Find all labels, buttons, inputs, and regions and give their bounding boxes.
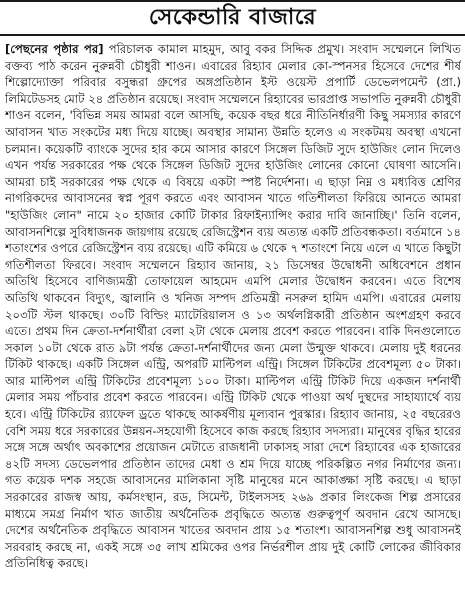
headline-box (0, 0, 465, 36)
continued-from-previous-page-label: [পেছনের পৃষ্ঠার পর] (5, 42, 104, 56)
article-paragraph: পরিচালক কামাল মাহমুদ, আবু বকর সিদ্দিক প্রমুখ। সংবাদ সম্মেলনে লিখিত বক্তব্য পাঠ করেন নুরুন্নবী চৌধুরী শাওন। এবারের রিহ্যাব মেলার কো-স্পনসর হিসেবে দেশের শীর্ষ শিল্পোদ্যোক্তা পরিবার বসুন্ধরা গ্রুপের অঙ্গপ্রতিষ্ঠান ইস্ট ওয়েস্ট প্রপার্টি ডেভেলপমেন্ট (প্রা.) লিমিটেডসহ মোট ২৪ প্রতিষ্ঠান রয়েছে। সংবাদ সম্মেলনে রিহ্যাবের ভারপ্রাপ্ত সভাপতি নুরুন্নবী চৌধুরী শাওন বলেন, 'বিভিন্ন সময় আমরা বলে আসছি, কয়েক বছর ধরে নীতিনির্ধারণী কিছু সমস্যার কারণে আবাসন খাত সংকটের মধ্য দিয়ে যাচ্ছে। অবস্থার সামান্য উন্নতি হলেও এ সংকটময় অবস্থা এখনো চলমান। কয়েকটি ব্যাংকে সুদের হার কমে আসার কারণে সিঙ্গেল ডিজিট সুদে হাউজিং লোন দিলেও এখন পর্যন্ত সরকারের পক্ষ থেকে সিঙ্গেল ডিজিট সুদের হাউজিং লোনের কোনো ঘোষণা আসেনি। আমরা চাই সরকারের পক্ষ থেকে এ বিষয়ে একটা স্পষ্ট নির্দেশনা। এ ছাড়া নিম্ন ও মধ্যবিত্ত শ্রেণির নাগরিকদের আবাসনের স্বপ্ন পূরণ করতে এবং আবাসন খাতে গতিশীলতা ফিরিয়ে আনতে আমরা "হাউজিং লোন" নামে ২০ হাজার কোটি টাকার রিফাইন্যান্সিং করার দাবি জানাচ্ছি।' তিনি বলেন, আবাসনশিল্পে সুবিধাজনক জায়গায় রয়েছে রেজিস্ট্রেশন ব্যয় অত্যন্ত একটি প্রতিবন্ধকতা। বর্তমানে ১৪ শতাংশের ওপরে রেজিস্ট্রেশন ব্যয় রয়েছে। এটি কমিয়ে ৬ থেকে ৭ শতাংশে নিয়ে এলে এ খাতে কিছুটা গতিশীলতা ফিরবে। সংবাদ সম্মেলনে রিহ্যাব জানায়, ২১ ডিসেম্বর উদ্বোধনী অধিবেশনে প্রধান অতিথি হিসেবে বাণিজ্যমন্ত্রী তোফায়েল আহমেদ এমপি মেলার উদ্বোধন করবেন। এতে বিশেষ অতিথি থাকবেন বিদ্যুৎ, জ্বালানি ও খনিজ সম্পদ প্রতিমন্ত্রী নসরুল হামিদ এমপি। এবারের মেলায় ২০৩টি স্টল থাকছে। ৩০টি বিল্ডিং ম্যাটেরিয়ালস ও ১৩ অর্থলগ্নিকারী প্রতিষ্ঠান অংশগ্রহণ করবে এতে। প্রথম দিন ক্রেতা-দর্শনার্থীরা বেলা ২টা থেকে মেলায় প্রবেশ করতে পারবেন। বাকি দিনগুলোতে সকাল ১০টা থেকে রাত ৯টা পর্যন্ত ক্রেতা-দর্শনার্থীদের জন্য মেলা উন্মুক্ত থাকবে। মেলায় দুই ধরনের টিকিট থাকছে। একটি সিঙ্গেল এন্ট্রি, অপরটি মাল্টিপল এন্ট্রি। সিঙ্গেল টিকিটের প্রবেশমূল্য ৫০ টাকা। আর মাল্টিপল এন্ট্রি টিকিটের প্রবেশমূল্য ১০০ টাকা। মাল্টিপল এন্ট্রি টিকিট দিয়ে একজন দর্শনার্থী মেলার সময় পাঁচবার প্রবেশ করতে পারবেন। এন্ট্রি টিকিট থেকে পাওয়া অর্থ দুস্থদের সাহায্যার্থে ব্যয় হবে। এন্ট্রি টিকিটের র‌্যাফেল ড্রতে থাকছে আকর্ষণীয় মূল্যবান পুরস্কার। রিহ্যাব জানায়, ২৫ বছরেরও বেশি সময় ধরে সরকারের উন্নয়ন-সহযোগী হিসেবে কাজ করছে রিহ্যাব সদস্যরা। মানুষের বৃদ্ধির হারের সঙ্গে সঙ্গে অর্থাৎ অবকাশের প্রয়োজন মেটাতে রাজধানী ঢাকাসহ সারা দেশে রিহ্যাবের এক হাজারের ৪২টি সদস্য ডেভেলপার প্রতিষ্ঠান তাদের মেধা ও শ্রম দিয়ে যাচ্ছে পরিকল্পিত নগর নির্মাণের জন্য। গত কয়েক দশক সহজে আবাসনের মালিকানা সৃষ্টি মানুষের মনে আকাঙ্ক্ষা সৃষ্টি করছে। এ ছাড়া সরকারের রাজস্ব আয়, কর্মসংস্থান, রড, সিমেন্ট, টাইলসসহ ২৬৯ প্রকার লিংকেজ শিল্প প্রসারের মাধ্যমে সমগ্র নির্মাণ খাত জাতীয় অর্থনৈতিক প্রবৃদ্ধিতে অত্যন্ত গুরুত্বপূর্ণ অবদান রেখে আসছে। দেশের অর্থনৈতিক প্রবৃদ্ধিতে আবাসন খাতের অবদান প্রায় ১৫ শতাংশ। আবাসনশিল্প শুধু আবাসনই সরবরাহ করছে না, একই সঙ্গে ৩৫ লাখ শ্রমিকের ওপর নির্ভরশীল প্রায় দুই কোটি লোকের জীবিকার প্রতিনিধিত্ব করছে। (5, 42, 461, 571)
article-headline: সেকেন্ডারি বাজারে (148, 5, 317, 30)
article-body (5, 41, 461, 607)
